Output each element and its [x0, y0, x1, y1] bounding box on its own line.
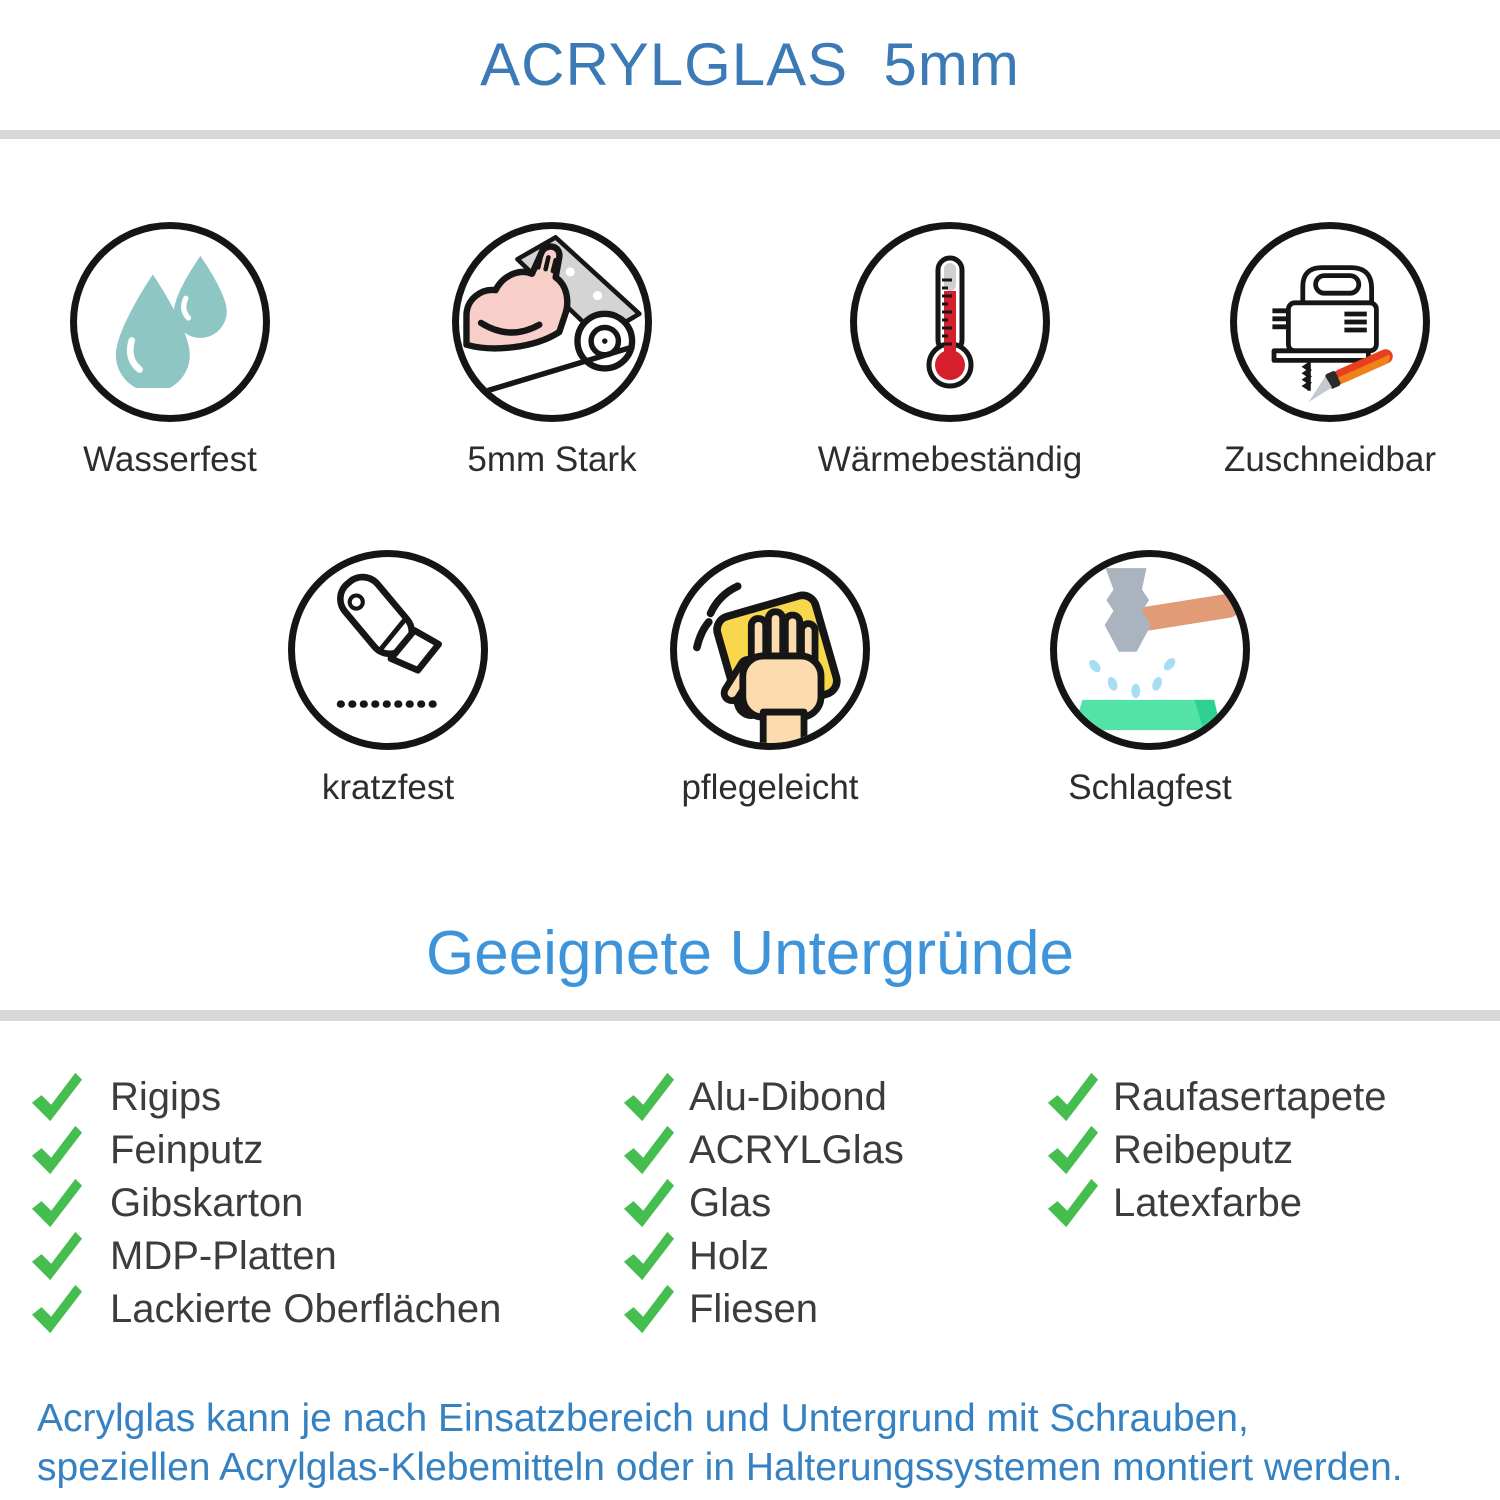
footer-note — [37, 1394, 1403, 1492]
substrate-label: Rigips — [110, 1074, 222, 1119]
check-icon — [622, 1123, 676, 1177]
substrate-label: Raufasertapete — [1113, 1074, 1387, 1119]
substrate-label: Glas — [689, 1180, 772, 1225]
feature-pflegeleicht — [600, 550, 940, 808]
check-icon — [30, 1282, 84, 1336]
check-icon — [1046, 1123, 1100, 1177]
substrate-label: Holz — [689, 1233, 770, 1278]
substrate-item — [622, 1282, 818, 1336]
jigsaw-cutter-icon — [1250, 242, 1410, 402]
substrate-item — [622, 1123, 904, 1177]
check-icon — [622, 1282, 676, 1336]
feature-circle — [70, 222, 270, 422]
substrate-item — [622, 1176, 771, 1230]
substrate-label: MDP-Platten — [110, 1233, 337, 1278]
substrate-item — [30, 1176, 303, 1230]
check-icon — [30, 1070, 84, 1124]
feature-label: Wärmebeständig — [817, 440, 1083, 479]
wiping-hand-icon — [685, 574, 855, 750]
substrate-label: Reibeputz — [1113, 1127, 1294, 1172]
feature-label: Wasserfest — [83, 440, 257, 479]
feature-waermebestaendig — [780, 222, 1120, 480]
feature-wasserfest — [0, 222, 340, 480]
check-icon — [622, 1176, 676, 1230]
substrate-label: Feinputz — [110, 1127, 264, 1172]
substrate-label: Latexfarbe — [1113, 1180, 1303, 1225]
check-icon — [30, 1176, 84, 1230]
feature-circle — [452, 222, 652, 422]
thermometer-icon — [918, 254, 982, 390]
feature-circle — [1050, 550, 1250, 750]
check-icon — [1046, 1070, 1100, 1124]
feature-label: 5mm Stark — [467, 440, 637, 479]
feature-label: Zuschneidbar — [1223, 440, 1437, 479]
substrate-item — [30, 1070, 221, 1124]
feature-circle — [670, 550, 870, 750]
substrate-label: Alu-Dibond — [689, 1074, 887, 1119]
footer-line-1: Acrylglas kann je nach Einsatzbereich und Untergrund mit Schrauben, — [37, 1397, 1249, 1440]
page-title: ACRYLGLAS 5mm — [480, 31, 1020, 98]
feature-5mm-stark — [382, 222, 722, 480]
substrate-item — [622, 1229, 769, 1283]
substrate-item — [1046, 1070, 1387, 1124]
check-icon — [30, 1123, 84, 1177]
feature-zuschneidbar — [1160, 222, 1500, 480]
muscle-arm-icon — [461, 234, 643, 410]
substrate-label: Lackierte Oberflächen — [110, 1286, 502, 1331]
water-drops-icon — [109, 256, 231, 388]
top-divider — [0, 130, 1500, 139]
substrate-item — [30, 1282, 501, 1336]
feature-circle — [1230, 222, 1430, 422]
feature-circle — [850, 222, 1050, 422]
footer-line-2: speziellen Acrylglas-Klebemitteln oder in Halterungssystemen montiert werden. — [37, 1446, 1403, 1489]
substrate-item — [1046, 1123, 1293, 1177]
substrate-item — [1046, 1176, 1302, 1230]
check-icon — [622, 1229, 676, 1283]
feature-label: Schlagfest — [1068, 768, 1232, 807]
check-icon — [30, 1229, 84, 1283]
substrate-label: Gibskarton — [110, 1180, 304, 1225]
hammer-impact-icon — [1061, 561, 1239, 739]
section-title: Geeignete Untergründe — [425, 919, 1074, 988]
feature-kratzfest — [218, 550, 558, 808]
substrate-item — [30, 1123, 263, 1177]
feature-label: kratzfest — [321, 768, 455, 807]
check-icon — [622, 1070, 676, 1124]
feature-label: pflegeleicht — [681, 768, 859, 807]
substrate-item — [30, 1229, 337, 1283]
substrate-label: Fliesen — [689, 1286, 818, 1331]
substrate-label: ACRYLGlas — [689, 1127, 904, 1172]
feature-circle — [288, 550, 488, 750]
substrate-item — [622, 1070, 887, 1124]
check-icon — [1046, 1176, 1100, 1230]
feature-schlagfest — [980, 550, 1320, 808]
utility-knife-icon — [306, 568, 470, 732]
mid-divider — [0, 1010, 1500, 1021]
